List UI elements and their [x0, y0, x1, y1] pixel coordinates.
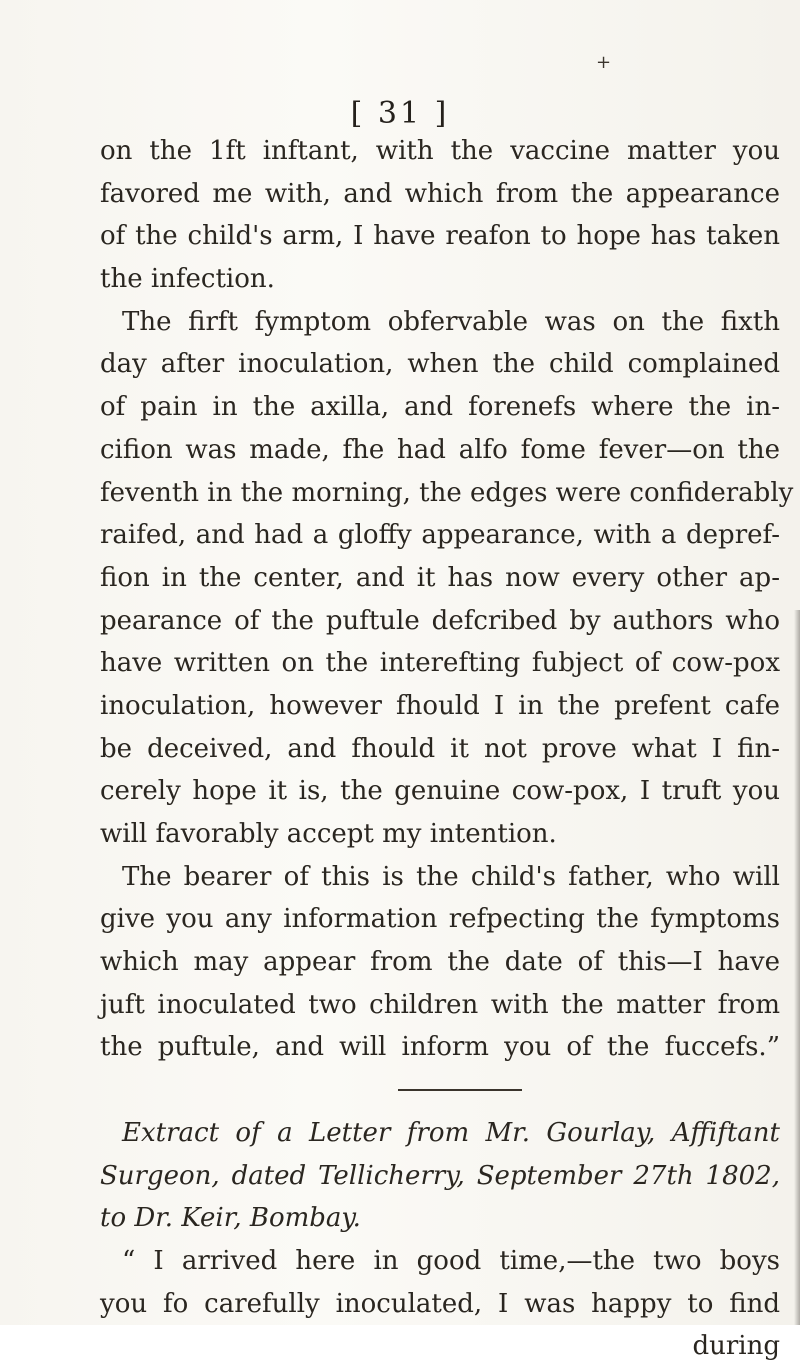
text-line: The bearer of this is the child's father, who will	[122, 861, 780, 892]
text-line: favored me with, and which from the appearance	[100, 178, 780, 209]
text-line: day after inoculation, when the child complained	[100, 349, 780, 380]
section-divider	[100, 1069, 780, 1112]
text-line: will favorably accept my intention.	[100, 819, 557, 849]
text-line: on the 1ft inftant, with the vaccine matter you	[100, 136, 780, 166]
catchword: during	[692, 1331, 780, 1362]
text-line: give you any information refpecting the fymptoms	[100, 904, 780, 935]
text-line: “ I arrived here in good time,—the two boys	[122, 1245, 780, 1276]
extract-heading-line: Extract of a Letter from Mr. Gourlay, Affiftant	[122, 1117, 780, 1148]
extract-heading-line: to Dr. Keir, Bombay.	[100, 1203, 361, 1234]
body-text	[100, 130, 794, 1368]
page-edge-shadow	[794, 610, 800, 1325]
text-line: cerely hope it is, the genuine cow-pox, I truft you	[100, 776, 780, 807]
text-line: the infection.	[100, 264, 275, 295]
text-line: of the child's arm, I have reafon to hope has taken	[100, 221, 780, 252]
text-line: the puftule, and will inform you of the fuccefs.”	[100, 1032, 780, 1063]
page-number: [ 31 ]	[350, 96, 450, 131]
text-line: pearance of the puftule defcribed by authors who	[100, 605, 780, 636]
text-line: have written on the interefting fubject of cow-pox	[100, 648, 780, 679]
text-line: of pain in the axilla, and forenefs where the in-	[100, 392, 780, 423]
text-line: you fo carefully inoculated, I was happy to find	[100, 1288, 780, 1319]
text-line: fion in the center, and it has now every other ap-	[100, 562, 780, 593]
text-line: which may appear from the date of this—I have	[100, 947, 780, 978]
text-line: inoculation, however fhould I in the prefent cafe	[100, 690, 780, 721]
text-line: cifion was made, fhe had alfo fome fever—on the	[100, 434, 780, 465]
text-line: raifed, and had a gloffy appearance, with a depref-	[100, 520, 780, 551]
margin-mark: +	[596, 52, 612, 73]
text-line: feventh in the morning, the edges were confiderably	[100, 477, 794, 508]
text-line: be deceived, and fhould it not prove what I fin-	[100, 733, 780, 764]
divider-rule	[398, 1089, 522, 1091]
extract-heading-line: Surgeon, dated Tellicherry, September 27th 1802,	[100, 1160, 780, 1191]
text-line: juft inoculated two children with the matter from	[100, 989, 780, 1020]
text-line: The firft fymptom obfervable was on the fixth	[122, 306, 780, 337]
